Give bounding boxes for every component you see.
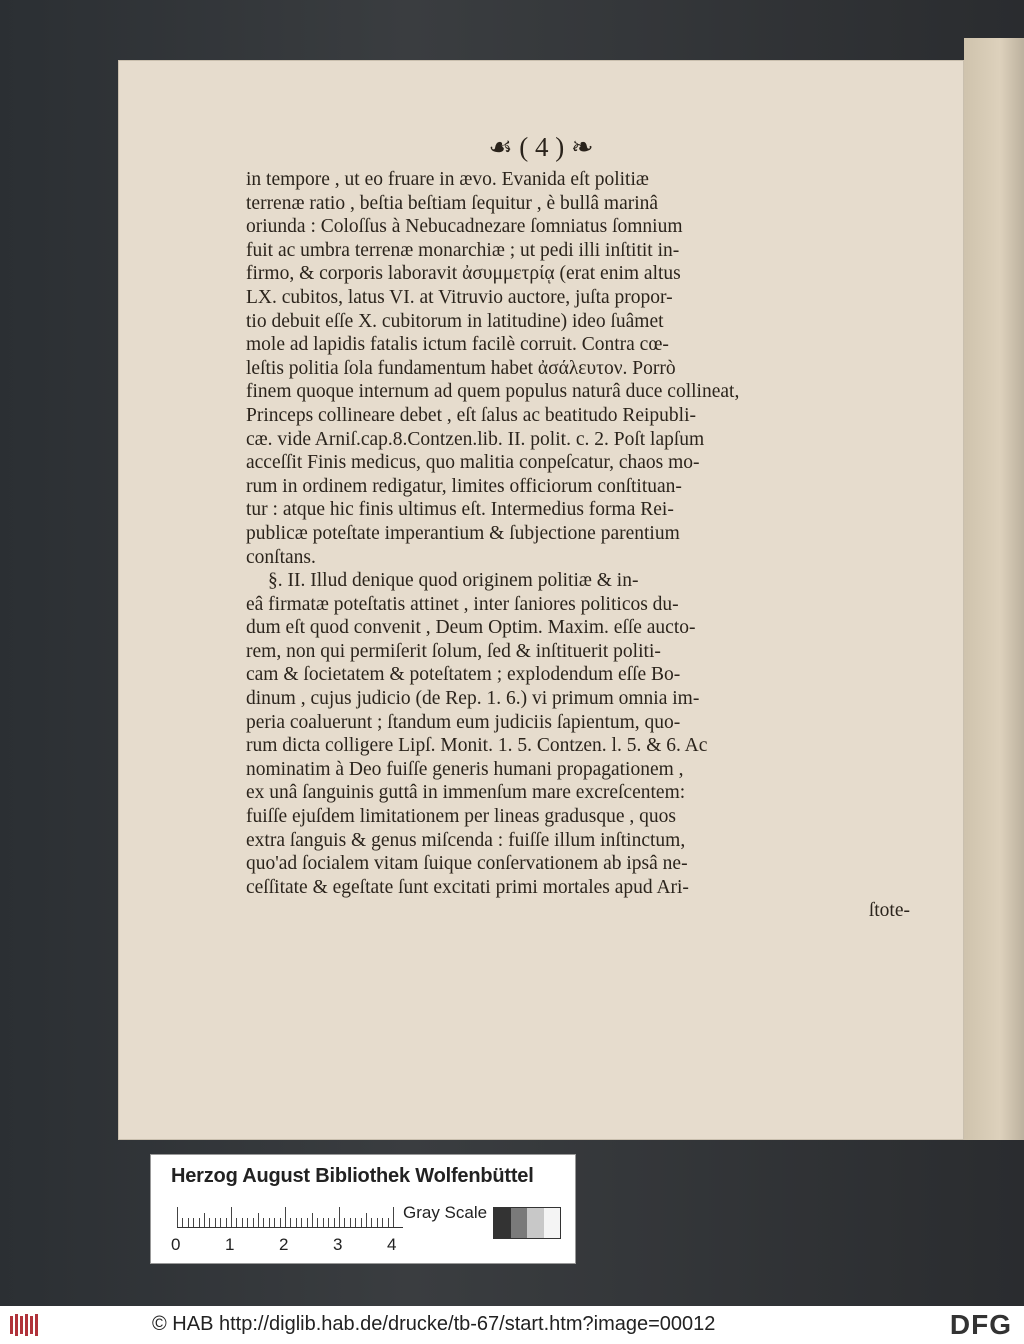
ruler-tick <box>317 1218 318 1227</box>
grayscale-swatches <box>493 1207 561 1239</box>
text-line: publicæ poteſtate imperantium & ſubjectione parentium <box>246 522 680 544</box>
footer-citation-link[interactable]: © HAB http://diglib.hab.de/drucke/tb-67/start.htm?image=00012 <box>152 1313 716 1335</box>
ruler-tick <box>334 1218 335 1227</box>
text-line: conſtans. <box>246 546 316 568</box>
ruler-tick <box>269 1218 270 1227</box>
grayscale-swatch <box>527 1208 544 1238</box>
hab-logo-icon <box>8 1312 42 1338</box>
grayscale-label: Gray Scale <box>403 1203 488 1222</box>
text-line: firmo, & corporis laboravit ἀσυμμετρίᾳ (erat enim altus <box>246 263 681 285</box>
text-line: oriunda : Coloſſus à Nebucadnezare ſomniatus ſomnium <box>246 216 683 238</box>
grayscale-swatch <box>544 1208 561 1238</box>
ruler-tick <box>366 1213 367 1227</box>
ruler-tick <box>253 1218 254 1227</box>
ruler-tick <box>226 1218 227 1227</box>
ruler-tick <box>355 1218 356 1227</box>
text-line: cam & ſocietatem & poteſtatem ; explodendum eſſe Bo- <box>246 664 681 686</box>
text-line: peria coaluerunt ; ſtandum eum judiciis ſapientum, quo- <box>246 711 681 733</box>
text-line: dum eſt quod convenit , Deum Optim. Maxim. eſſe aucto- <box>246 617 696 639</box>
ruler-tick <box>182 1218 183 1227</box>
ruler-tick <box>188 1218 189 1227</box>
ruler-number: 0 <box>171 1235 181 1254</box>
grayscale-swatch <box>511 1208 528 1238</box>
text-line: ceſſitate & egeſtate ſunt excitati primi mortales apud Ari- <box>246 876 689 898</box>
ruler-tick <box>215 1218 216 1227</box>
ruler-tick <box>312 1213 313 1227</box>
ruler-number: 4 <box>387 1235 397 1254</box>
ruler-tick <box>236 1218 237 1227</box>
ruler-tick <box>290 1218 291 1227</box>
ruler-tick <box>242 1218 243 1227</box>
ruler-tick <box>301 1218 302 1227</box>
text-line: dinum , cujus judicio (de Rep. 1. 6.) vi primum omnia im- <box>246 688 700 710</box>
text-line: fuit ac umbra terrenæ monarchiæ ; ut pedi illi inſtitit in- <box>246 239 680 261</box>
ruler-tick <box>388 1218 389 1227</box>
library-name: Herzog August Bibliothek Wolfenbüttel <box>171 1165 534 1187</box>
ruler-tick <box>296 1218 297 1227</box>
ruler-tick <box>280 1218 281 1227</box>
library-color-card <box>150 1154 576 1264</box>
text-line: LX. cubitos, latus VI. at Vitruvio auctore, juſta propor- <box>246 286 673 308</box>
ruler-tick <box>371 1218 372 1227</box>
ruler-tick <box>377 1218 378 1227</box>
text-line: eâ firmatæ poteſtatis attinet , inter ſaniores politicos du- <box>246 593 679 615</box>
text-line: tio debuit eſſe X. cubitorum in latitudine) ideo ſuâmet <box>246 310 664 332</box>
text-line: nominatim à Deo fuiſſe generis humani propagationem , <box>246 758 684 780</box>
grayscale-swatch <box>494 1208 511 1238</box>
text-line: ſtote- <box>868 900 910 922</box>
ruler-tick <box>323 1218 324 1227</box>
ruler-tick <box>258 1213 259 1227</box>
ruler-tick <box>199 1218 200 1227</box>
ruler-tick <box>231 1207 232 1227</box>
ruler-tick <box>263 1218 264 1227</box>
ruler-tick <box>350 1218 351 1227</box>
text-line: ex unâ ſanguinis guttâ in immenſum mare excreſcentem: <box>246 782 686 804</box>
page-text <box>246 168 910 923</box>
text-line: cæ. vide Arniſ.cap.8.Contzen.lib. II. polit. c. 2. Poſt lapſum <box>246 428 705 450</box>
ruler-tick <box>204 1213 205 1227</box>
text-line: §. II. Illud denique quod originem politiæ & in- <box>268 570 639 592</box>
ruler-tick <box>177 1207 178 1227</box>
ruler-tick <box>393 1207 394 1227</box>
ruler-tick <box>344 1218 345 1227</box>
text-line: in tempore , ut eo fruare in ævo. Evanida eſt politiæ <box>246 169 649 190</box>
ruler-tick <box>247 1218 248 1227</box>
text-line: terrenæ ratio , beſtia beſtiam ſequitur , è bullâ marinâ <box>246 192 659 214</box>
text-line: rum in ordinem redigatur, limites officiorum conſtituan- <box>246 475 682 497</box>
text-line: tur : atque hic finis ultimus eſt. Intermedius forma Rei- <box>246 499 674 521</box>
footer-bar <box>0 1306 1024 1344</box>
text-line: acceſſit Finis medicus, quo malitia conpeſcatur, chaos mo- <box>246 452 700 474</box>
text-line: Princeps collineare debet , eſt ſalus ac beatitudo Reipubli- <box>246 404 696 426</box>
ruler-number: 3 <box>333 1235 343 1254</box>
ruler-tick <box>328 1218 329 1227</box>
measurement-ruler <box>177 1205 403 1228</box>
adjacent-page-edge <box>964 38 1024 1140</box>
ruler-tick <box>209 1218 210 1227</box>
ruler-number: 2 <box>279 1235 289 1254</box>
text-line: leſtis politia ſola fundamentum habet ἀσάλευτον. Porrò <box>246 357 676 379</box>
ruler-tick <box>193 1218 194 1227</box>
dfg-logo: DFG <box>949 1309 1012 1340</box>
ruler-tick <box>361 1218 362 1227</box>
ruler-tick <box>382 1218 383 1227</box>
ruler-tick <box>274 1218 275 1227</box>
text-line: finem quoque internum ad quem populus naturâ duce collineat, <box>246 381 740 403</box>
text-line: fuiſſe ejuſdem limitationem per lineas gradusque , quos <box>246 806 676 828</box>
ruler-tick <box>285 1207 286 1227</box>
ruler-number: 1 <box>225 1235 235 1254</box>
text-line: extra ſanguis & genus miſcenda : fuiſſe illum inſtinctum, <box>246 829 686 851</box>
text-line: rum dicta colligere Lipſ. Monit. 1. 5. Contzen. l. 5. & 6. Ac <box>246 735 708 757</box>
page-number-header: ☙ ( 4 ) ❧ <box>488 132 594 162</box>
text-line: quo'ad ſocialem vitam ſuique conſervationem ab ipsâ ne- <box>246 853 688 875</box>
text-line: mole ad lapidis fatalis ictum facilè corruit. Contra cœ- <box>246 334 669 356</box>
text-line: rem, non qui permiſerit ſolum, ſed & inſtituerit politi- <box>246 640 661 662</box>
ruler-tick <box>339 1207 340 1227</box>
ruler-tick <box>307 1218 308 1227</box>
ruler-tick <box>220 1218 221 1227</box>
